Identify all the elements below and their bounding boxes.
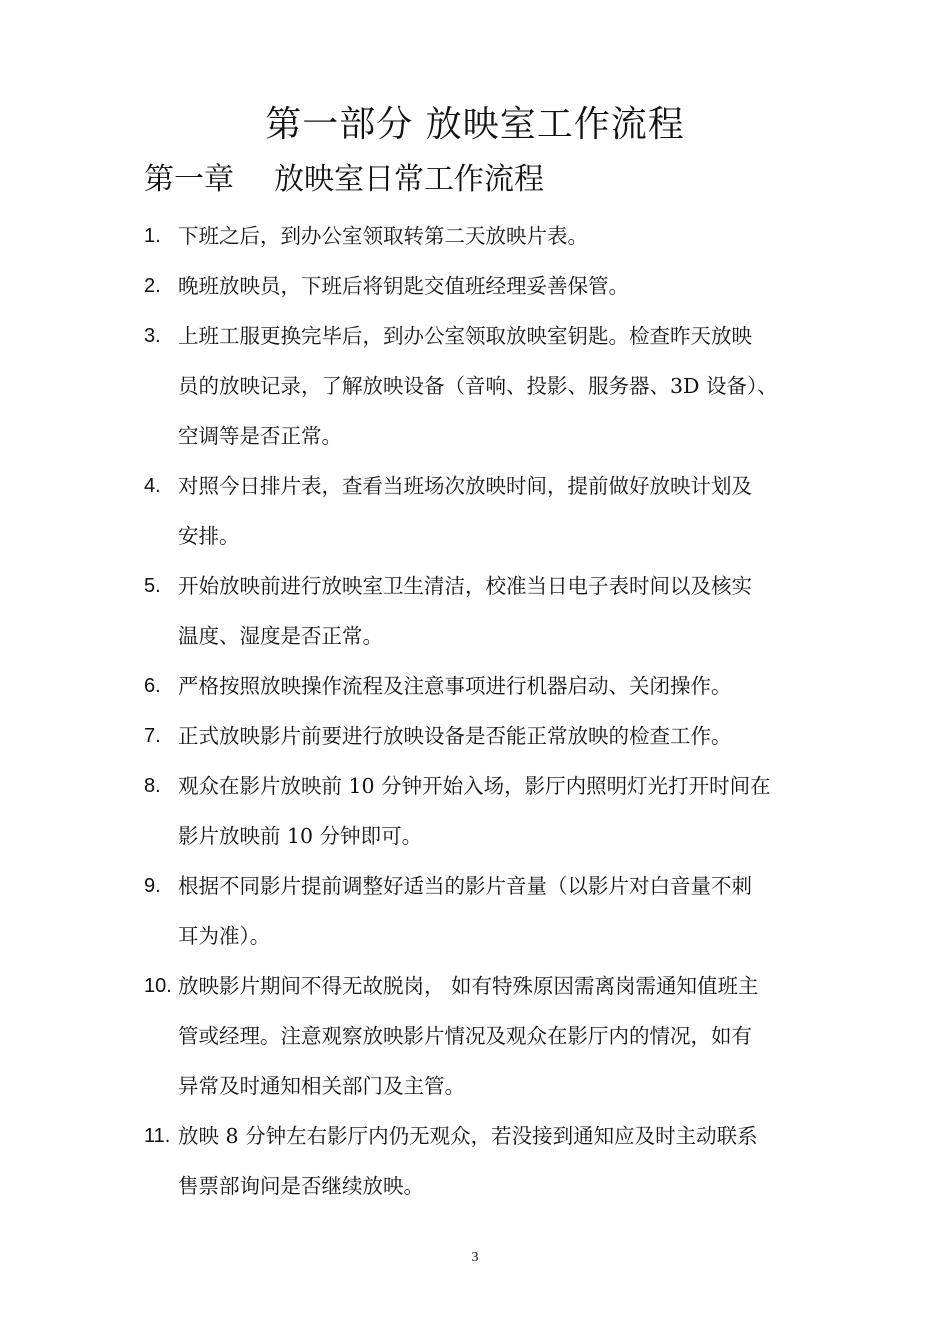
list-item-text: 员的放映记录，了解放映设备（音响、投影、服务器、3D 设备）、: [178, 374, 778, 398]
list-item-text: 观众在影片放映前 10 分钟开始入场，影厅内照明灯光打开时间在: [178, 774, 771, 798]
list-item-text: 温度、湿度是否正常。: [178, 624, 383, 648]
list-item-text: 放映 8 分钟左右影厅内仍无观众，若没接到通知应及时主动联系: [178, 1124, 758, 1148]
list-item-text: 耳为准）。: [178, 924, 271, 948]
list-item-number: 1.: [144, 225, 161, 247]
list-item-number: 11.: [144, 1125, 171, 1147]
page-title: 第一部分 放映室工作流程: [265, 104, 685, 145]
list-item-number: 10.: [144, 975, 172, 997]
list-item-text: 晚班放映员，下班后将钥匙交值班经理妥善保管。: [178, 274, 629, 298]
list-item-text: 对照今日排片表，查看当班场次放映时间，提前做好放映计划及: [178, 474, 752, 498]
list-item-number: 9.: [144, 875, 161, 897]
list-item-text: 根据不同影片提前调整好适当的影片音量（以影片对白音量不刺: [178, 874, 752, 898]
list-item-text: 异常及时通知相关部门及主管。: [178, 1074, 465, 1098]
list-item-text: 开始放映前进行放映室卫生清洁，校准当日电子表时间以及核实: [178, 574, 752, 598]
list-item-number: 5.: [144, 575, 161, 597]
list-item-text: 下班之后，到办公室领取转第二天放映片表。: [178, 224, 588, 248]
list-item-text: 上班工服更换完毕后，到办公室领取放映室钥匙。检查昨天放映: [178, 324, 752, 348]
list-item-number: 3.: [144, 325, 161, 347]
chapter-title: 放映室日常工作流程: [274, 162, 544, 197]
list-item-number: 7.: [144, 725, 161, 747]
page-number: 3: [471, 1250, 479, 1265]
list-item-text: 影片放映前 10 分钟即可。: [178, 824, 423, 848]
list-item-text: 放映影片期间不得无故脱岗， 如有特殊原因需离岗需通知值班主: [178, 974, 759, 998]
list-item-text: 安排。: [178, 524, 240, 548]
list-item-number: 2.: [144, 275, 161, 297]
list-item-number: 4.: [144, 475, 161, 497]
list-item-text: 售票部询问是否继续放映。: [178, 1174, 424, 1198]
list-item-text: 严格按照放映操作流程及注意事项进行机器启动、关闭操作。: [178, 674, 732, 698]
list-item-text: 正式放映影片前要进行放映设备是否能正常放映的检查工作。: [178, 724, 732, 748]
list-item-text: 管或经理。注意观察放映影片情况及观众在影厅内的情况，如有: [178, 1024, 752, 1048]
list-item-number: 6.: [144, 675, 161, 697]
list-item-text: 空调等是否正常。: [178, 424, 342, 448]
chapter-number: 第一章: [144, 162, 234, 197]
list-item-number: 8.: [144, 775, 161, 797]
chapter-heading: [144, 158, 544, 202]
